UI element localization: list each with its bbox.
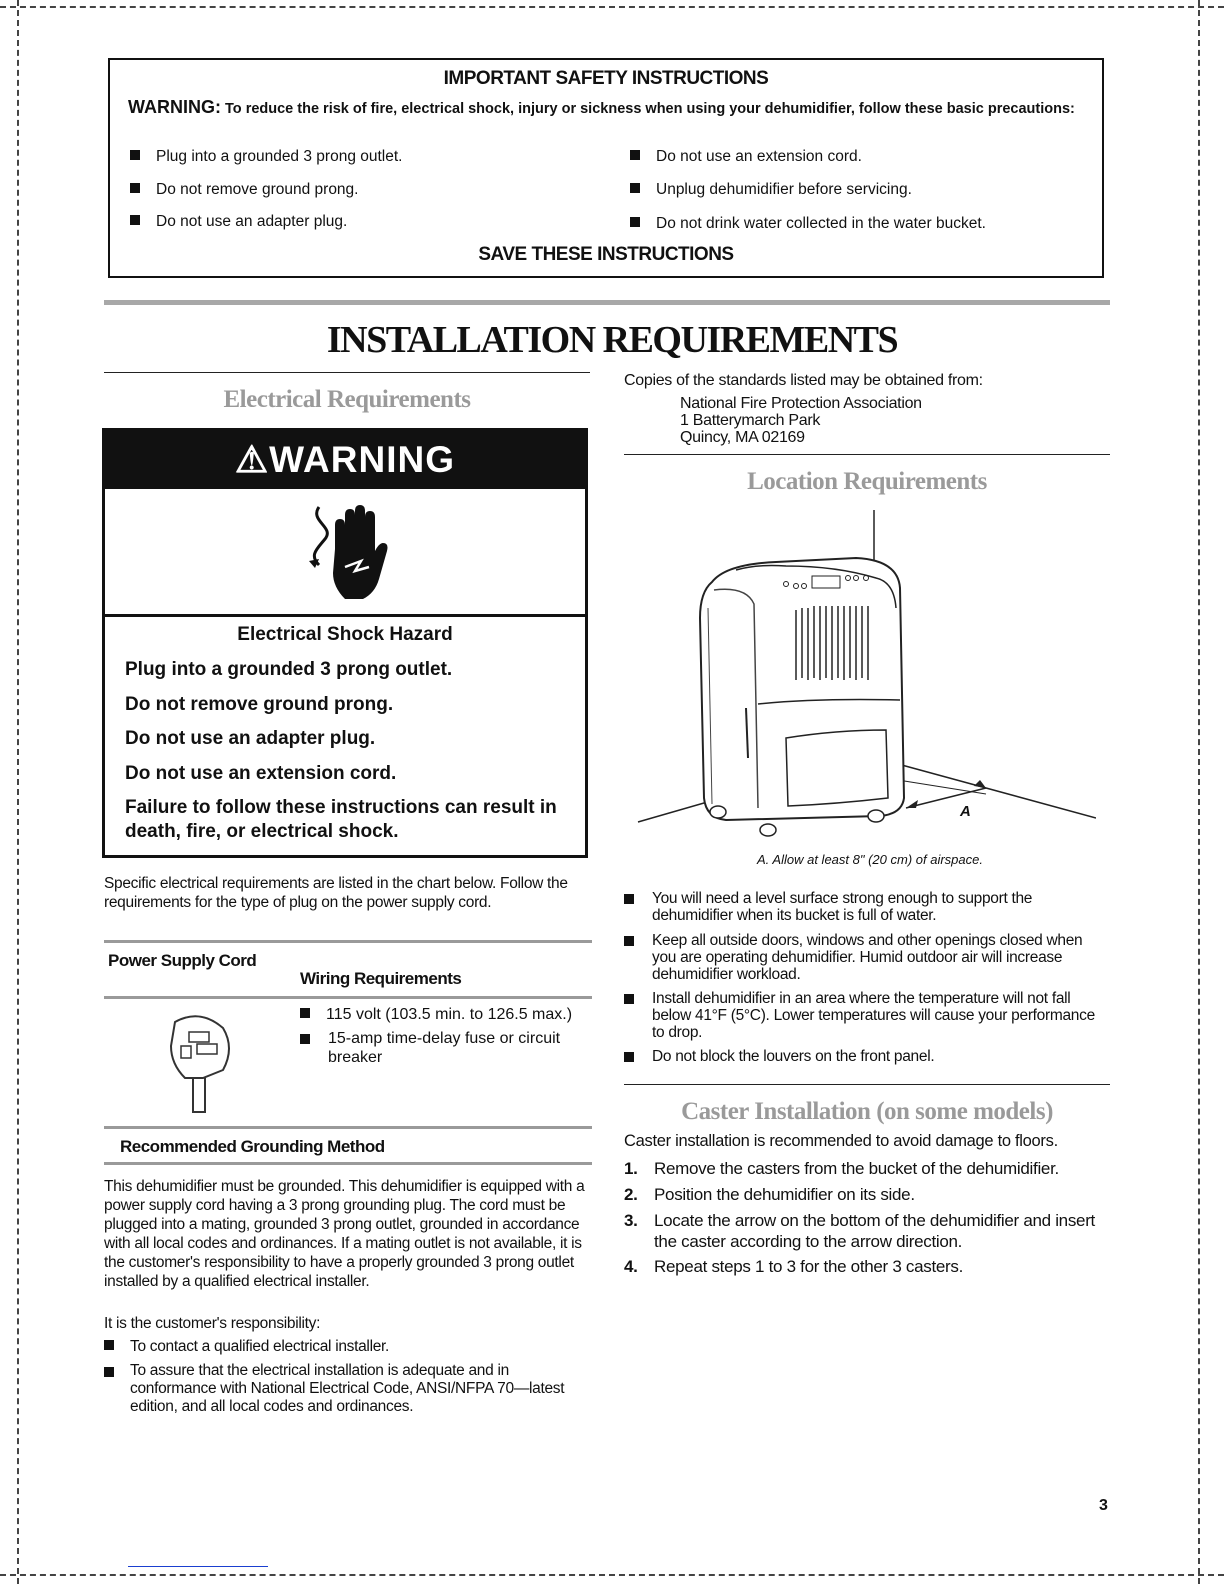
dehumidifier-illustration [636,508,1096,844]
table-rule [104,1162,592,1165]
electrical-requirements-title: Electrical Requirements [223,386,471,413]
bottom-link-underline [128,1566,268,1567]
responsibility-intro: It is the customer's responsibility: [104,1315,321,1332]
warning-divider [105,614,585,617]
caster-step: 2. Position the dehumidifier on its side. [624,1185,915,1204]
grounding-title: Recommended Grounding Method [120,1137,385,1156]
warning-label: WARNING: [128,97,221,117]
caster-step: 4. Repeat steps 1 to 3 for the other 3 casters. [624,1257,964,1276]
save-instructions: SAVE THESE INSTRUCTIONS [478,244,734,265]
warning-triangle-icon: ⚠ [235,439,270,480]
safety-instructions-box [108,58,1104,278]
cut-line-bottom [0,1574,1224,1576]
col-wiring-header: Wiring Requirements [300,969,462,988]
safety-bullet: Do not use an adapter plug. [130,213,347,231]
electrical-intro: Specific electrical requirements are listed in the chart below. Follow the requirements for the type of plug on the power supply cord. [104,875,568,911]
hazard-line: Do not use an adapter plug. [125,728,376,749]
location-item: Install dehumidifier in an area where the temperature will not fall below 41°F (5°C). Lower temperatures will cause your performance to drop. [624,990,1110,1041]
standards-address: National Fire Protection Association 1 Batterymarch Park Quincy, MA 02169 [680,395,922,446]
caster-step: 1. Remove the casters from the bucket of the dehumidifier. [624,1159,1059,1178]
warning-text: To reduce the risk of fire, electrical shock, injury or sickness when using your dehumidifier, follow these basic precautions: [221,101,1075,117]
grounding-text: This dehumidifier must be grounded. This dehumidifier is equipped with a power supply cord having a 3 prong grounding plug. The cord must be plugged into a mating, grounded 3 prong outlet, grounded in accordance with all local codes and ordinances. If a mating outlet is not available, it is the customer's responsibility to have a properly grounded 3 prong outlet installed by a qualified electrical installer. [104,1178,585,1290]
cut-line-top [0,6,1224,8]
wiring-item: 15-amp time-delay fuse or circuit breaker [300,1029,590,1067]
hazard-line: Failure to follow these instructions can result in death, fire, or electrical shock. [125,797,557,842]
col-power-cord-header: Power Supply Cord [108,951,257,970]
hazard-title: Electrical Shock Hazard [237,624,453,645]
location-requirements-title: Location Requirements [747,468,987,495]
safety-title: IMPORTANT SAFETY INSTRUCTIONS [443,68,769,89]
location-item: Keep all outside doors, windows and other openings closed when you are operating dehumidifier. Humid outdoor air will increase dehumidifier workload. [624,932,1110,983]
hazard-line: Plug into a grounded 3 prong outlet. [125,659,453,680]
table-rule [104,996,592,999]
page-number: 3 [1099,1497,1108,1514]
hazard-line: Do not use an extension cord. [125,763,397,784]
standards-intro: Copies of the standards listed may be obtained from: [624,372,983,389]
cut-line-right [1198,0,1200,1584]
table-rule [104,1126,592,1129]
callout-a-label: A [960,803,971,820]
safety-bullet: Do not use an extension cord. [630,148,862,166]
responsibility-item: To assure that the electrical installation is adequate and in conformance with National Electrical Code, ANSI/NFPA 70—latest edition, and all local codes and ordinances. [104,1362,590,1416]
responsibility-item: To contact a qualified electrical installer. [104,1338,389,1356]
location-item: Do not block the louvers on the front panel. [624,1048,1110,1065]
rule [624,454,1110,455]
location-item: You will need a level surface strong enough to support the dehumidifier when its bucket is full of water. [624,890,1110,924]
safety-bullet: Do not drink water collected in the water bucket. [630,215,986,233]
safety-warning [128,98,1078,119]
table-rule [104,940,592,943]
rule [104,372,590,373]
caster-step: 3. Locate the arrow on the bottom of the dehumidifier and insert the caster according to the arrow direction. [624,1211,1095,1251]
wiring-item: 115 volt (103.5 min. to 126.5 max.) [300,1006,572,1024]
airspace-caption: A. Allow at least 8" (20 cm) of airspace. [757,852,983,867]
warning-box [102,428,588,858]
safety-bullet: Plug into a grounded 3 prong outlet. [130,148,402,166]
hazard-line: Do not remove ground prong. [125,694,394,715]
section-divider [104,300,1110,305]
caster-intro: Caster installation is recommended to avoid damage to floors. [624,1132,1058,1150]
rule [624,1084,1110,1085]
safety-bullet: Do not remove ground prong. [130,181,358,199]
cut-line-left [17,0,19,1584]
electrical-shock-hand-icon [305,503,397,605]
caster-installation-title: Caster Installation (on some models) [681,1098,1053,1125]
three-prong-plug-icon [165,1012,235,1114]
safety-bullet: Unplug dehumidifier before servicing. [630,181,912,199]
warning-header: ⚠WARNING [105,431,585,489]
page-title: INSTALLATION REQUIREMENTS [326,319,898,361]
